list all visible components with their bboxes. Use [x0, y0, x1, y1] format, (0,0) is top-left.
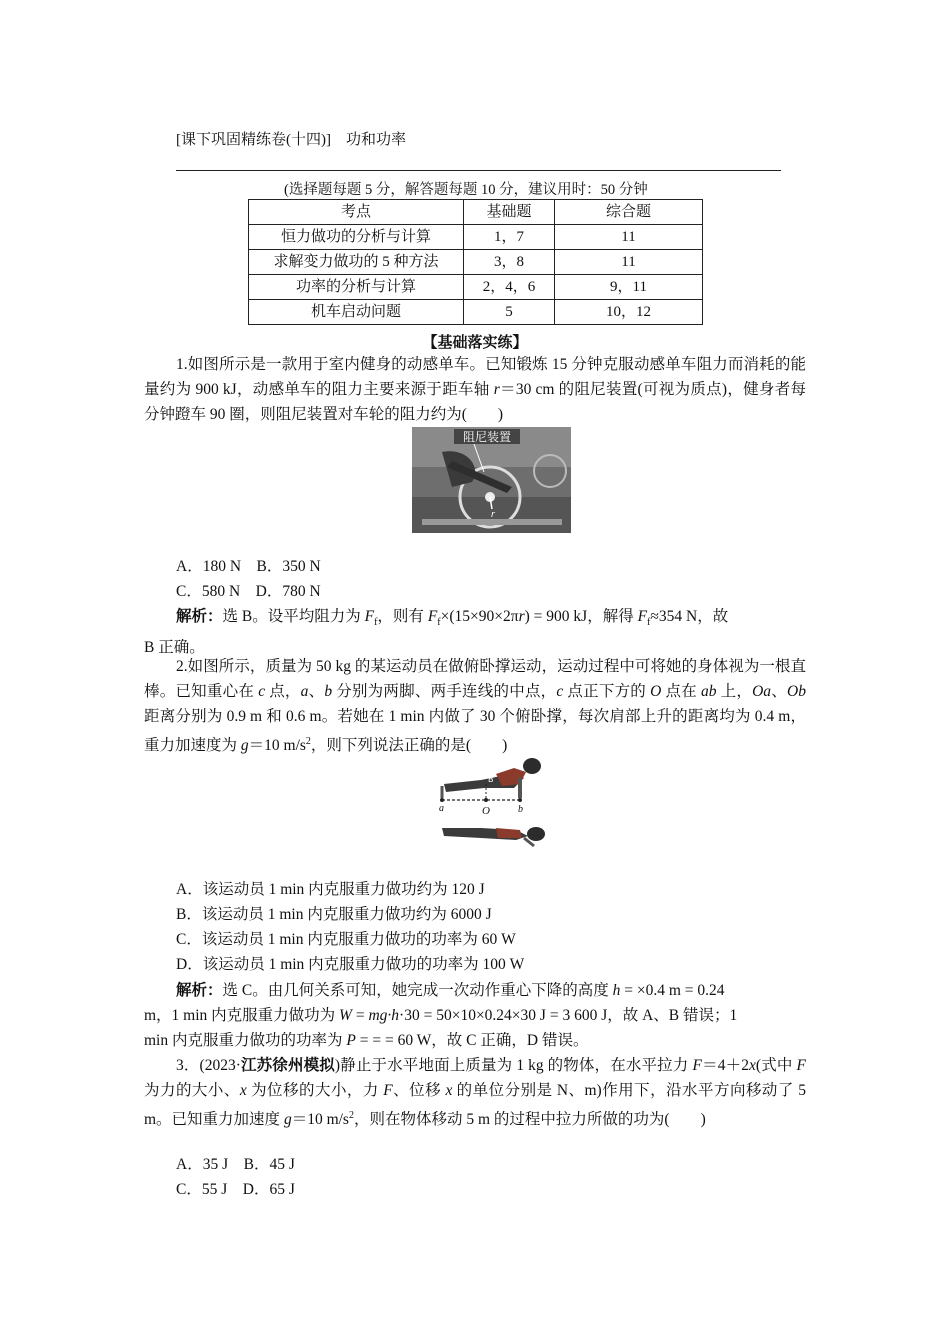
q2-sol-text: = [351, 1007, 369, 1024]
scoring-note: (选择题每题 5 分，解答题每题 10 分，建议用时：50 分钟 [284, 182, 648, 198]
q3-text: ＝10 m/s [291, 1111, 349, 1129]
q1-stem-text-2: ＝30 cm 的阻尼装置(可视为质点)，健身者每分钟蹬车 90 圈，则阻尼装置对车轮的阻力约为( ) [144, 381, 806, 423]
table-cell: 求解变力做功的 5 种方法 [249, 250, 464, 275]
table-header-row [249, 200, 703, 225]
q2-text: 点， [265, 683, 301, 700]
q1-sol-F: F [364, 608, 375, 625]
table-row [249, 225, 703, 250]
q3-options-ab: A．35 J B．45 J [176, 1156, 295, 1173]
figure-label-r: r [491, 510, 495, 520]
q2-sol-text: m，1 min 内克服重力做功为 [144, 1007, 340, 1024]
header-rule [176, 170, 781, 171]
q2-text: 、 [308, 683, 325, 700]
q3-var-g: g [283, 1111, 292, 1129]
table-cell: 2，4，6 [464, 275, 555, 300]
q3-text: 为力的大小、 [144, 1082, 240, 1099]
q2-sol-text: = ×0.4 m = 0.24 [620, 982, 725, 999]
q1-sol-sub: f [374, 617, 378, 629]
q3-sup: 2 [348, 1110, 354, 1121]
table-cell: 5 [464, 300, 555, 325]
pushup-figure [436, 754, 550, 858]
q1-sol-2: ，则有 [377, 608, 428, 625]
q2-text: 点正下方的 [563, 683, 651, 700]
q2-sol-text: = = = 60 W，故 C 正确，D 错误。 [355, 1032, 589, 1049]
q2-text: 分别为两脚、两手连线的中点， [332, 683, 557, 700]
q2-text: 点在 [661, 683, 702, 700]
table-header: 考点 [249, 200, 464, 225]
table-row [249, 250, 703, 275]
pushup-top-figure [439, 758, 541, 817]
q2-text: 2.如图所示，质量为 50 kg 的某运动员在做俯卧撑运动，运动过程中可将她的身体视为一根直棒。已知重心在 [144, 658, 806, 700]
q1-sol-r: r [518, 608, 525, 625]
table-header: 综合题 [555, 200, 703, 225]
q2-sol-text: min 内克服重力做功的功率为 [144, 1032, 347, 1049]
q2-text: 距离分别为 0.9 m 和 0.6 m。若她在 1 min 内做了 30 个俯卧撑，每次肩部上升的距离均为 0.4 m，重力加速度为 [144, 708, 806, 755]
q1-sol-sub: f [437, 617, 441, 629]
q2-text: ，则下列说法正确的是( ) [310, 737, 508, 755]
worksheet-title [176, 128, 406, 149]
q2-text: 上， [716, 683, 753, 700]
q2-option-c: C．该运动员 1 min 内克服重力做功的功率为 60 W [176, 931, 516, 948]
table-cell: 恒力做功的分析与计算 [249, 225, 464, 250]
q2-text: ＝10 m/s [248, 737, 306, 755]
q2-var-a: a [300, 683, 309, 700]
q2-option-b: B．该运动员 1 min 内克服重力做功约为 6000 J [176, 906, 492, 923]
q2-var-O: O [650, 683, 662, 700]
table-cell: 机车启动问题 [249, 300, 464, 325]
q1-sol-1: 选 B。设平均阻力为 [222, 608, 365, 625]
q2-var-Ob: Ob [787, 683, 806, 700]
q3-source: 江苏徐州模拟 [240, 1057, 335, 1074]
q1-sol-sub: f [647, 617, 651, 629]
q1-options-cd: C．580 N D．780 N [176, 583, 321, 600]
q3-text: 3．(2023· [176, 1057, 241, 1074]
q2-var-g: g [240, 737, 249, 755]
q3-stem [144, 1053, 806, 1132]
q2-var-W: W [339, 1007, 352, 1024]
section-title: 【基础落实练】 [422, 335, 528, 351]
q1-options-ab: A．180 N B．350 N [176, 558, 321, 575]
q1-sol-5: ≈354 N，故 [650, 608, 729, 625]
q1-sol-6: B 正确。 [144, 639, 205, 657]
q2-var-h: h [612, 982, 621, 999]
q1-sol-F: F [637, 608, 648, 625]
table-cell: 11 [555, 250, 703, 275]
table-cell: 功率的分析与计算 [249, 275, 464, 300]
q1-sol-3: ×(15×90×2π [440, 608, 519, 625]
table-cell: 10，12 [555, 300, 703, 325]
q2-var-c: c [556, 683, 564, 700]
label-a: a [439, 803, 444, 814]
q2-option-d: D．该运动员 1 min 内克服重力做功的功率为 100 W [176, 956, 525, 973]
q3-text: 为位移的大小，力 [246, 1082, 384, 1099]
q3-var-x: x [749, 1057, 756, 1074]
q2-text: 、 [771, 683, 787, 700]
q1-var-r: r [493, 381, 500, 398]
table-row [249, 275, 703, 300]
q2-var-mgh: mg·h [368, 1007, 400, 1024]
q3-text: 的单位分别是 N、m)作用下，沿水平方向移动了 5 m。已知重力加速度 [144, 1082, 806, 1129]
title-prefix: [课下巩固精练卷(十四)] [176, 132, 331, 148]
q3-var-F: F [692, 1057, 702, 1074]
table-header: 基础题 [464, 200, 555, 225]
title-main: 功和功率 [346, 130, 407, 148]
q3-text: 、位移 [392, 1082, 446, 1099]
q1-sol-label: 解析： [176, 608, 223, 625]
q2-var-Oa: Oa [752, 683, 772, 700]
q3-var-F: F [383, 1082, 393, 1099]
pushup-bottom-figure [442, 827, 545, 846]
table-cell: 9，11 [555, 275, 703, 300]
q1-solution [144, 604, 806, 660]
svg-text:B: B [488, 775, 494, 784]
q2-sol-label: 解析： [176, 982, 223, 999]
q3-var-x: x [239, 1082, 247, 1099]
q2-sol-text: 选 C。由几何关系可知，她完成一次动作重心下降的高度 [222, 982, 613, 999]
q3-text: ＝4＋2 [701, 1057, 750, 1074]
q3-options-cd: C．55 J D．65 J [176, 1181, 295, 1198]
topic-table [248, 199, 703, 325]
q2-sol-text: ·30 = 50×10×0.24×30 J = 3 600 J，故 A、B 错误；1 [399, 1007, 738, 1024]
figure-label-damper: 阻尼装置 [462, 430, 512, 444]
q3-text: )静止于水平地面上质量为 1 kg 的物体，在水平拉力 [334, 1057, 693, 1074]
q1-stem-text-1: 1.如图所示是一款用于室内健身的动感单车。已知锻炼 15 分钟克服动感单车阻力而消耗的能量约为 900 kJ，动感单车的阻力主要来源于距车轴 [144, 356, 806, 398]
q1-sol-F: F [427, 608, 438, 625]
q1-stem [144, 352, 806, 427]
table-cell: 1，7 [464, 225, 555, 250]
q2-var-P: P [346, 1032, 356, 1049]
q2-var-c: c [258, 683, 266, 700]
label-O: O [482, 805, 490, 817]
q3-var-F: F [796, 1057, 806, 1074]
q3-var-x: x [445, 1082, 453, 1099]
label-b: b [518, 804, 523, 815]
q2-var-ab: ab [701, 683, 717, 700]
q3-text: ，则在物体移动 5 m 的过程中拉力所做的功为( ) [353, 1111, 706, 1129]
q1-sol-4: ) = 900 kJ，解得 [524, 608, 638, 625]
q2-option-a: A．该运动员 1 min 内克服重力做功约为 120 J [176, 881, 485, 898]
table-row [249, 300, 703, 325]
table-cell: 11 [555, 225, 703, 250]
spin-bike-photo [412, 427, 571, 533]
q2-var-b: b [324, 683, 333, 700]
table-cell: 3，8 [464, 250, 555, 275]
q3-text: (式中 [755, 1057, 797, 1074]
q2-solution [144, 978, 806, 1053]
q2-stem [144, 654, 806, 758]
q2-sup: 2 [305, 736, 311, 747]
